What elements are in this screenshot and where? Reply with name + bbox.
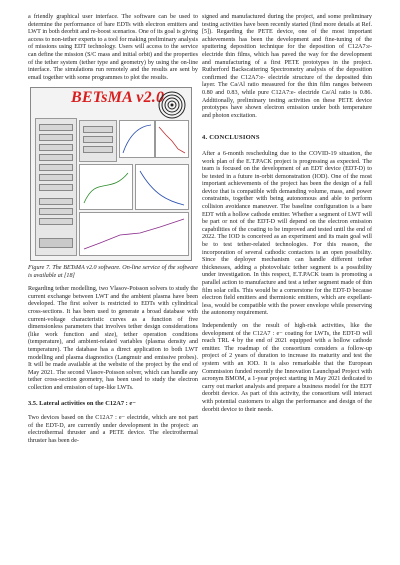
input-field[interactable] [39,134,73,141]
result-plot [79,212,189,256]
paragraph: Independently on the result of high-risk activities, like the development of the C12A7 : e− coating for LWTs, the EDT-D will reach TRL 4 by the end of 2021 equipped with a hollow cathode emitter. The roadmap of the consortium considers a follow-up project of 2 years of duration to increase its maturity and test the system with an IOD. It is also remarkable that the European Commission funded recently the Innovation Launchpad Project with acronym BMOM, a 1-year project starting in May 2021 dedicated to carry out market analysis and prepare a business model for the EDT deorbit device. As part of this activity, the consortium will interact with potential customers to align the performance and design of the deorbit device to their needs. [202,322,372,413]
input-field[interactable] [39,198,73,205]
right-column [202,14,372,419]
software-figure [30,87,192,261]
paragraph: After a 6-month rescheduling due to the COVID-19 situation, the work plan of the E.T.PACK project is progressing as expected. The team is focused on the development of an EDT device (EDT-D) to be tested in a future in-orbit demonstration (IOD). One of the most important achievements of the project has been the design of a full device that is compatible with demanding volume, mass, and power constraints, together with being autonomous and able to perform collision avoidance maneuver. The baseline configuration is a bare EDT with a hollow cathode emitter. Whether a segment of LWT will be part or not of the EDT-D will depend on the electron emission capabilities of the coating to be improved and tested until the end of 2022. The IOD is conceived as an experiment and its main goal will be to test tether-related technologies. For this reason, the incorporation of several cathodic contactors is an open possibility. Since the deployer mechanism can handle different tether thicknesses, adding a photovoltaic tether segment is a possibility under investigation. In this respect, E.T.PACK team is promoting a parallel action to manufacture and test a tether segment made of thin film solar cells. This would be a cornerstone for the EDT-D because electron field emitters and thermionic emitters, which are expellant-less, would be compatible with the power envelope while preserving the autonomy requirement. [202,150,372,317]
plot-curve [156,121,188,157]
figure-caption: Figure 7. The BETsMA v2.0 software. On-line service of the software is available at [18] [28,265,198,279]
input-field[interactable] [39,174,73,181]
paragraph: Regarding tether modelling, two Vlasov-Poisson solvers to study the current exchange between LWT and the ambient plasma have been developed. The first solver is restricted to EDTs with cylindrical cross-sections. It has been used to generate a broad database with current-voltage characteristic curves as a function of five dimensionless parameters that involves tether design considerations (like work function and size), tether operation conditions (temperature), and ambient-related variables (plasma density and temperature). The database has a direct application to both LWT modelling and plasma diagnostics (Langmuir and emissive probes). It will be made available at the website of the project by the end of May 2021. The second Vlasov-Poisson solver, which can handle any tether cross-section geometry, has been used to study the electron collection and emission of tape-like LWTs. [28,286,198,391]
run-button[interactable] [39,238,73,248]
plot-curve [80,165,132,209]
left-column [28,14,198,450]
input-field[interactable] [83,146,113,153]
input-field[interactable] [39,154,73,161]
plot-curve [80,213,188,255]
result-plot [79,164,133,210]
figure-title: BETsMA v2.0 [71,89,165,107]
input-field[interactable] [39,124,73,131]
result-plot [119,120,155,158]
input-field[interactable] [83,136,113,143]
plot-curve [120,121,154,157]
section-heading: 4. CONCLUSIONS [202,134,260,142]
input-field[interactable] [39,144,73,151]
input-field[interactable] [39,164,73,171]
plot-curve [136,165,188,209]
paragraph: Two devices based on the C12A7 : e− electride, which are not part of the EDT-D, are currently under development in the project: an electrothermal thruster and a PETE device. The electrothermal thruster has been de- [28,415,198,444]
paragraph: a friendly graphical user interface. The software can be used to determine the performance of bare EDTs with electron emitters and LWT in both deorbit and re-boost scenarios. One of its goal is giving access to non-tether experts to a tool for making preliminary analysis of missions using EDT technology. Users will access to the service can define the mission (S/C mass and initial orbit) and the properties of the tether system (tether type and geometry) by using the on-line interface. The simulations run remotely and the results are sent by email together with some programmes to plot the results. [28,14,198,81]
input-field[interactable] [39,218,73,225]
input-field[interactable] [39,208,73,215]
result-plot [155,120,189,158]
input-field[interactable] [83,126,113,133]
spiral-logo-icon [157,90,187,120]
input-field[interactable] [39,184,73,191]
section-heading: 3.5. Lateral activities on the C12A7 : e− [28,400,136,408]
paragraph: signed and manufactured during the project, and some preliminary testing activities have been recently started (find more details at Ref. [5]). Regarding the PETE device, one of the most important achievements has been the development and fine-tuning of the sputtering deposition technique for the deposition of C12A7:e- electride thin films, which has paved the way for the development and manufacturing of a first PETE prototypes in the project. Rutherford Backscattering Spectrometry analysis of the deposition confirmed the C12A7:e- electride structure of the deposited thin layer. The Ca/Al ratio measured for the thin film ranges between 0.80 and 0.83, while pure C12A7:e- electride Ca/Al ratio is 0.86. Additionally, preliminary testing activities on these PETE device prototypes have shown electron emission under both temperature and photon excitation. [202,14,372,119]
result-plot [135,164,189,210]
